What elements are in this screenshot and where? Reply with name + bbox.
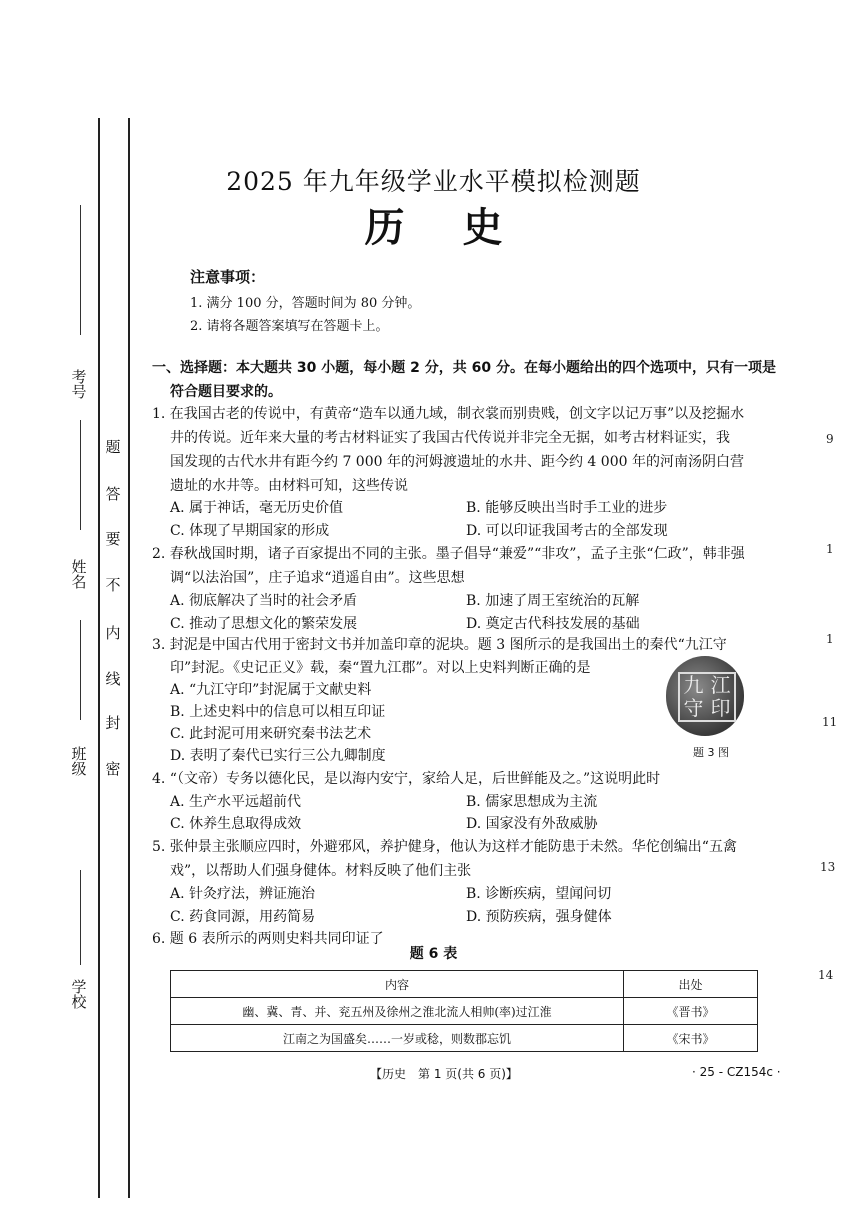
seal-char: 内 (105, 624, 121, 642)
seal-glyph: 守 (683, 696, 704, 720)
table-row (171, 998, 758, 1025)
option-d[interactable]: D. 奠定古代科技发展的基础 (466, 616, 640, 632)
edge-number: 14 (818, 968, 834, 982)
question-1-text: 遗址的水井等。由材料可知，这些传说 (170, 478, 408, 494)
blank-line-class (80, 620, 81, 720)
seal-char: 封 (105, 714, 121, 732)
seal-char: 题 (105, 438, 121, 456)
seal-char: 密 (105, 760, 121, 778)
option-b[interactable]: B. 能够反映出当时手工业的进步 (466, 500, 668, 516)
edge-number: 13 (820, 860, 836, 874)
option-d[interactable]: D. 可以印证我国考古的全部发现 (466, 523, 668, 539)
clay-seal-image (666, 656, 744, 736)
notice-heading: 注意事项： (190, 268, 266, 286)
label-school: 学校 (71, 978, 87, 1011)
seal-char: 不 (105, 576, 121, 594)
option-d[interactable]: D. 国家没有外敌威胁 (466, 816, 598, 832)
question-1-text: 1. 在我国古老的传说中，有黄帝“造车以通九域，制衣裳而别贵贱，创文字以记万事”以及挖掘水 (152, 406, 745, 422)
option-b[interactable]: B. 加速了周王室统治的瓦解 (466, 593, 640, 609)
option-d[interactable]: D. 表明了秦代已实行三公九卿制度 (170, 748, 386, 764)
edge-number: 1 (826, 542, 834, 556)
table-header-row (171, 971, 758, 998)
binding-line-right (128, 118, 130, 1198)
option-b[interactable]: B. 诊断疾病，望闻问切 (466, 886, 612, 902)
binding-line-left (98, 118, 100, 1198)
section-heading: 一、选择题：本大题共 30 小题，每小题 2 分，共 60 分。在每小题给出的四个选项中，只有一项是 (152, 360, 776, 376)
question-4-text: 4. “（文帝）专务以德化民，是以海内安宁，家给人足，后世鲜能及之。”这说明此时 (152, 771, 661, 787)
edge-number: 11 (822, 715, 838, 729)
question-1-text: 国发现的古代水井有距今约 7 000 年的河姆渡遗址的水井、距今约 4 000 年的河南汤阴白营 (170, 454, 744, 470)
seal-char: 答 (105, 485, 121, 503)
paper-code: · 25 - CZ154c · (692, 1065, 781, 1079)
blank-line-name (80, 420, 81, 530)
question-2-text: 调“以法治国”，庄子追求“逍遥自由”。这些思想 (170, 570, 465, 586)
label-exam-number: 考号 (71, 368, 87, 401)
option-a[interactable]: A. 属于神话，毫无历史价值 (170, 500, 344, 516)
exam-title: 2025 年九年级学业水平模拟检测题 (226, 167, 641, 196)
table-row (171, 1025, 758, 1052)
table-cell: 幽、冀、青、并、兖五州及徐州之淮北流人相帅(率)过江淮 (171, 998, 624, 1025)
option-c[interactable]: C. 休养生息取得成效 (170, 816, 302, 832)
option-c[interactable]: C. 体现了早期国家的形成 (170, 523, 330, 539)
question-3-text: 印”封泥。《史记正义》载，秦“置九江郡”。对以上史料判断正确的是 (170, 660, 591, 676)
option-b[interactable]: B. 上述史料中的信息可以相互印证 (170, 704, 386, 720)
table-cell: 《宋书》 (624, 1025, 758, 1052)
question-6-table (170, 970, 758, 1052)
table-header-cell: 内容 (171, 971, 624, 998)
option-c[interactable]: C. 药食同源，用药简易 (170, 909, 316, 925)
table-header-cell: 出处 (624, 971, 758, 998)
option-a[interactable]: A. 生产水平远超前代 (170, 794, 302, 810)
option-a[interactable]: A. 彻底解决了当时的社会矛盾 (170, 593, 358, 609)
option-c[interactable]: C. 此封泥可用来研究秦书法艺术 (170, 726, 372, 742)
seal-char: 线 (105, 670, 121, 688)
option-c[interactable]: C. 推动了思想文化的繁荣发展 (170, 616, 358, 632)
seal-char: 要 (105, 530, 121, 548)
label-class: 班级 (71, 745, 87, 778)
option-b[interactable]: B. 儒家思想成为主流 (466, 794, 598, 810)
question-1-text: 井的传说。近年来大量的考古材料证实了我国古代传说并非完全无据，如考古材料证实，我 (170, 430, 730, 446)
option-a[interactable]: A. 针灸疗法，辨证施治 (170, 886, 316, 902)
subject-title: 历史 (364, 204, 561, 251)
page-footer: 【历史 第 1 页(共 6 页)】 (370, 1067, 518, 1081)
question-6-text: 6. 题 6 表所示的两则史料共同印证了 (152, 931, 384, 947)
seal-glyph: 九 (683, 673, 704, 697)
label-name: 姓名 (71, 558, 87, 591)
notice-item: 2. 请将各题答案填写在答题卡上。 (190, 319, 389, 334)
seal-glyph: 江 (710, 673, 731, 697)
question-3-text: 3. 封泥是中国古代用于密封文书并加盖印章的泥块。题 3 图所示的是我国出土的秦代“九江守 (152, 637, 727, 653)
question-5-text: 5. 张仲景主张顺应四时，外避邪风，养护健身，他认为这样才能防患于未然。华佗创编出“五禽 (152, 839, 737, 855)
notice-item: 1. 满分 100 分，答题时间为 80 分钟。 (190, 296, 421, 311)
question-5-text: 戏”，以帮助人们强身健体。材料反映了他们主张 (170, 863, 472, 879)
question-2-text: 2. 春秋战国时期，诸子百家提出不同的主张。墨子倡导“兼爱”“非攻”，孟子主张“仁政”，韩非强 (152, 546, 745, 562)
table-title: 题 6 表 (409, 946, 458, 962)
option-a[interactable]: A. “九江守印”封泥属于文献史料 (170, 682, 372, 698)
seal-glyph: 印 (710, 696, 731, 720)
table-cell: 《晋书》 (624, 998, 758, 1025)
edge-number: 9 (826, 432, 834, 446)
section-heading-cont: 符合题目要求的。 (170, 384, 282, 400)
edge-number: 1 (826, 632, 834, 646)
figure-caption: 题 3 图 (693, 746, 729, 759)
table-cell: 江南之为国盛矣……一岁或稔，则数郡忘饥 (171, 1025, 624, 1052)
option-d[interactable]: D. 预防疾病，强身健体 (466, 909, 612, 925)
